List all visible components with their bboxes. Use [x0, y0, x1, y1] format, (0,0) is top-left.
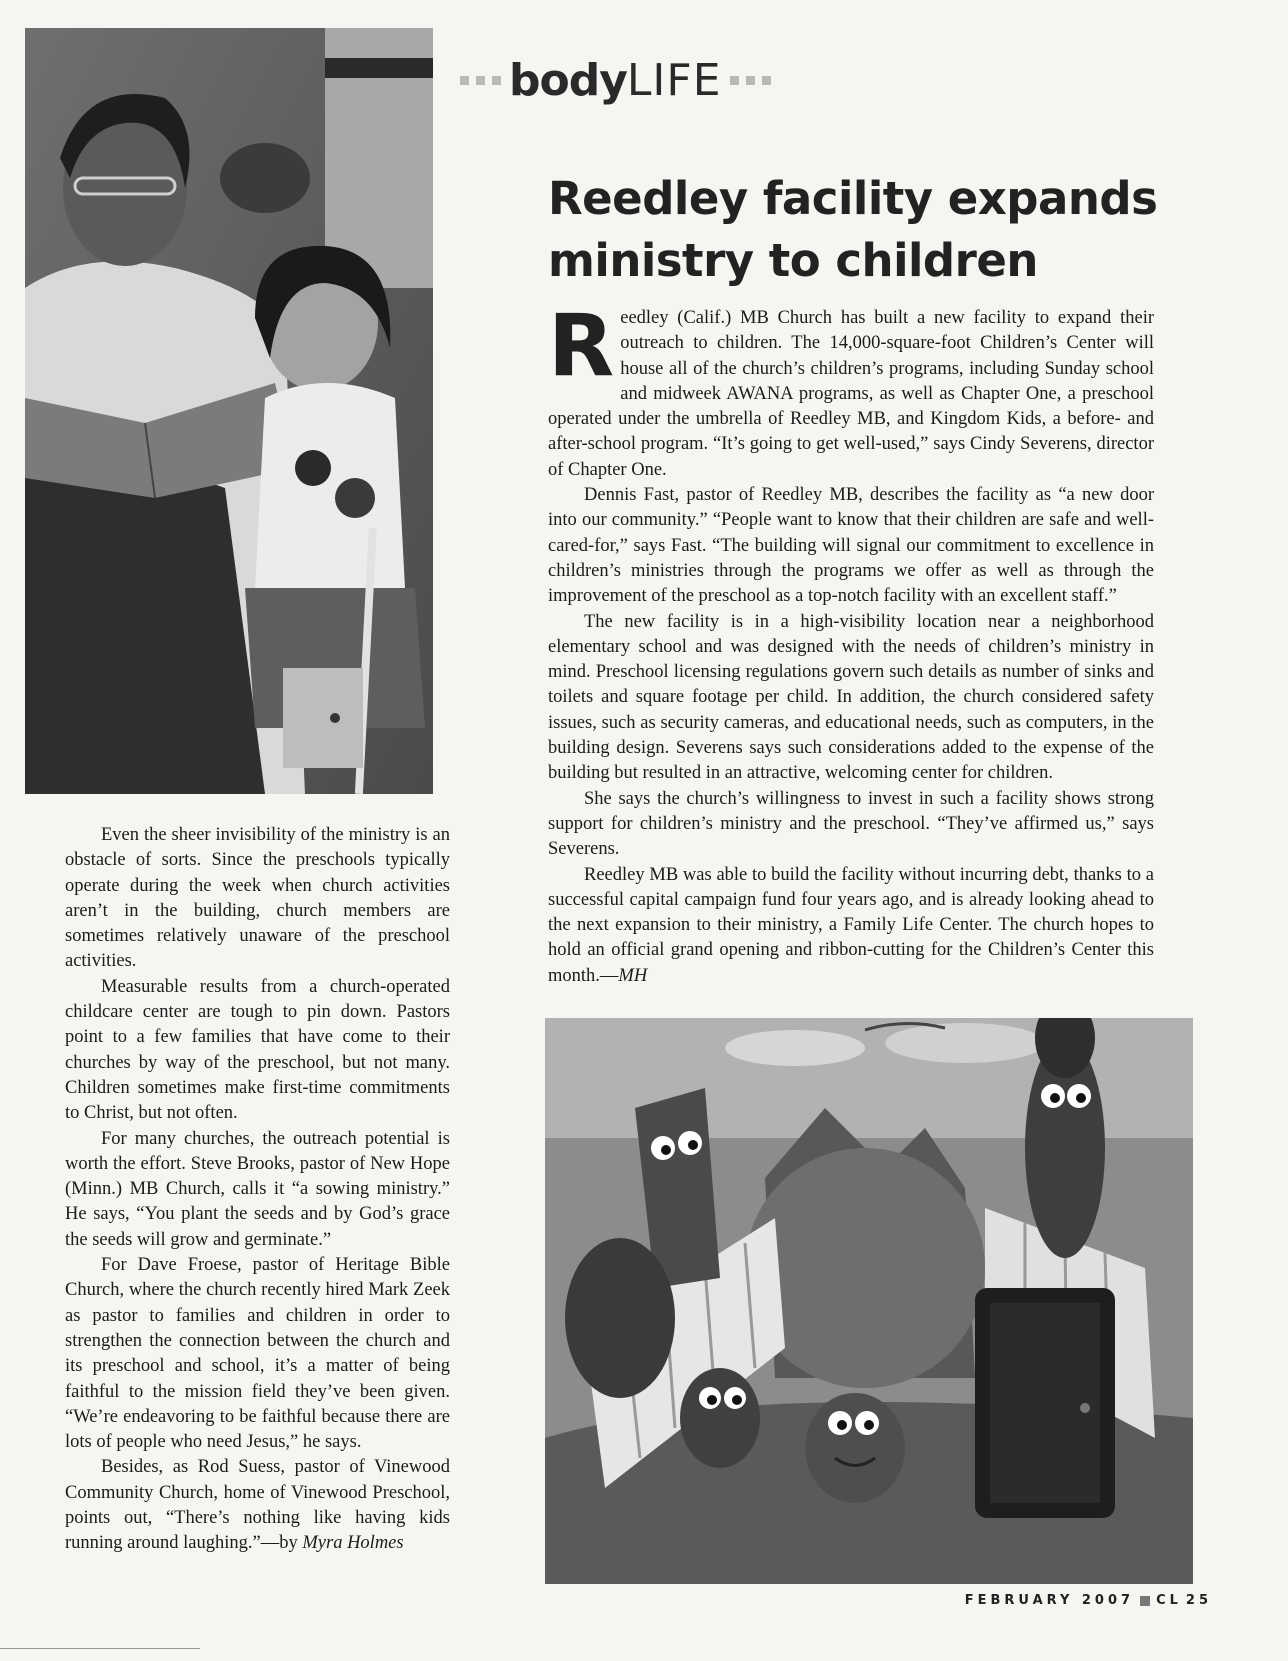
article-paragraph: Reedley (Calif.) MB Church has built a new facility to expand their outreach to children. The 14,000-square-foot Children’s Center will house all of the church’s children’s programs, including Sunday school and midweek AWANA programs, as well as Chapter One, a preschool operated under the umbrella of Reedley MB, and Kingdom Kids, a before- and after-school program. “It’s going to get well-used,” says Cindy Severens, director of Chapter One.	[548, 296, 1154, 480]
decorative-dots-right	[730, 76, 771, 85]
article-paragraph: Measurable results from a church-operated childcare center are tough to pin down. Pastors point to a few families that have come to their churches by way of the preschool, but not many. Children sometimes make first-time commitments to Christ, but not often.	[65, 976, 450, 1124]
section-label-life: LIFE	[626, 54, 722, 106]
separator-square-icon	[1140, 1596, 1150, 1606]
article-paragraph: For many churches, the outreach potential is worth the effort. Steve Brooks, pastor of New Hope (Minn.) MB Church, calls it “a sowing ministry.” He says, “You plant the seeds and by God’s grace the seeds will grow and germinate.”	[65, 1128, 450, 1250]
article-paragraph: She says the church’s willingness to invest in such a facility shows strong support for children’s ministry and the preschool. “They’ve affirmed us,” says Severens.	[548, 788, 1154, 860]
page-number: 25	[1185, 1593, 1212, 1608]
article-paragraph: Reedley MB was able to build the facility without incurring debt, thanks to a successful capital campaign fund four years ago, and is already looking ahead to the next expansion to their ministry, a Family Life Center. The church hopes to hold an official grand opening and ribbon-cutting for the Children’s Center this month.—MH	[548, 864, 1154, 986]
photo-children-mural	[545, 1018, 1193, 1584]
article-paragraph: The new facility is in a high-visibility location near a neighborhood elementary school and was designed with the needs of children’s ministry in mind. Preschool licensing regulations govern such details as number of sinks and toilets and square footage per child. In addition, the church considered safety issues, such as security cameras, and educational needs, such as computers, in the building design. Severens says such considerations added to the expense of the building but resulted in an attractive, welcoming center for children.	[548, 611, 1154, 784]
photo-reading-illustration	[25, 28, 433, 794]
page-footer	[965, 1593, 1212, 1608]
section-label	[460, 50, 771, 110]
decorative-dots-left	[460, 76, 501, 85]
article-paragraph: For Dave Froese, pastor of Heritage Bible Church, where the church recently hired Mark Zeek as pastor to families and children in order to strengthen the connection between the church and its preschool and school, it’s a matter of being faithful to the mission field they’ve been given. “We’re endeavoring to be faithful because there are lots of people who need Jesus,” he says.	[65, 1255, 450, 1453]
author-byline: Myra Holmes	[302, 1533, 404, 1554]
magazine-name: CL	[1156, 1593, 1182, 1608]
article-headline: Reedley facility expands ministry to children	[548, 172, 1158, 287]
section-label-body: body	[509, 54, 627, 106]
article-byline: MH	[618, 965, 648, 986]
bottom-rule	[0, 1648, 200, 1649]
photo-reading-to-child	[25, 28, 433, 794]
article-paragraph: Besides, as Rod Suess, pastor of Vinewood Community Church, home of Vinewood Preschool, points out, “There’s nothing like having kids running around laughing.”—by Myra Holmes	[65, 1457, 450, 1554]
main-article-body	[548, 296, 1154, 989]
photo-mural-illustration	[545, 1018, 1193, 1584]
article-paragraph: Dennis Fast, pastor of Reedley MB, describes the facility as “a new door into our community.” “People want to know that their children are safe and well-cared-for,” says Fast. “The building will signal our commitment to excellence in children’s ministries through the programs we offer as well as through the improvement of the preschool as a top-notch facility with an excellent staff.”	[548, 485, 1154, 607]
article-paragraph: Even the sheer invisibility of the ministry is an obstacle of sorts. Since the preschools typically operate during the week when church activities aren’t in the building, church members are sometimes relatively unaware of the preschool activities.	[65, 825, 450, 972]
drop-cap: R	[548, 296, 615, 396]
issue-date: FEBRUARY 2007	[964, 1593, 1135, 1608]
continued-article-body	[65, 823, 450, 1557]
